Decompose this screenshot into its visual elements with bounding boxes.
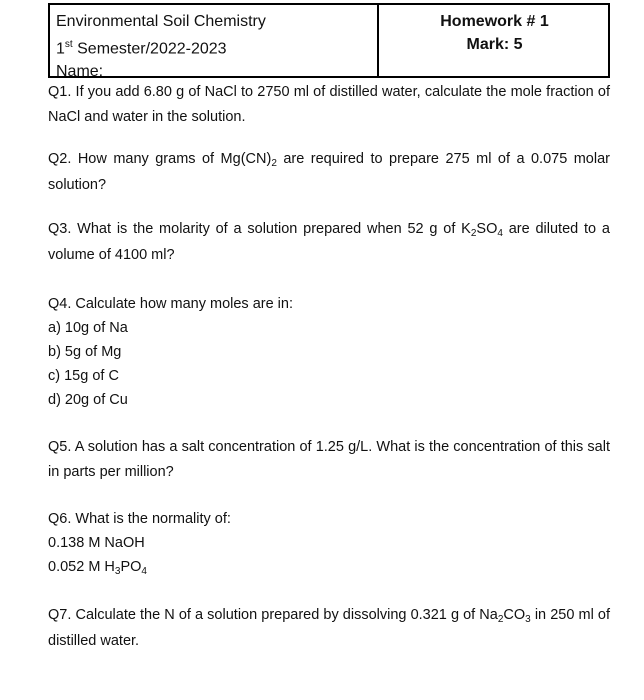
q2-text-a: Q2. How many grams of Mg(CN) [48, 151, 272, 167]
q7-text-c: in 250 ml of distilled water. [48, 607, 610, 649]
q6-item-2-b: PO [120, 559, 142, 575]
q6-subscript-2: 4 [141, 566, 147, 577]
header-left [56, 10, 266, 83]
name-label: Name: [56, 63, 104, 81]
q4-item-c: c) 15g of C [48, 368, 119, 384]
q6-item-1: 0.138 M NaOH [48, 535, 145, 551]
semester-number: 1 [56, 40, 65, 58]
q7-text-a: Q7. Calculate the N of a solution prepared by dissolving 0.321 g of Na [48, 607, 498, 623]
question-4 [48, 292, 610, 412]
q7-subscript-1: 2 [497, 614, 504, 625]
q4-text: Q4. Calculate how many moles are in: [48, 296, 293, 312]
q3-subscript-2: 4 [497, 228, 503, 239]
homework-title: Homework # 1 [440, 13, 549, 30]
semester-text: Semester/2022-2023 [72, 40, 227, 58]
q3-text-c: are diluted to a volume of 4100 ml? [48, 221, 610, 263]
course-title: Environmental Soil Chemistry [56, 13, 266, 30]
q3-subscript-1: 2 [470, 228, 477, 239]
q6-text: Q6. What is the normality of: [48, 511, 231, 527]
q2-text-b: are required to prepare 275 ml of a 0.075 molar solution? [48, 151, 610, 193]
q2-subscript: 2 [271, 158, 277, 169]
q7-text-b: CO [503, 607, 526, 623]
question-5: Q5. A solution has a salt concentration of 1.25 g/L. What is the concentration of this salt in parts per million? [48, 439, 610, 480]
mark-label: Mark: 5 [466, 36, 523, 53]
q6-subscript-1: 3 [114, 566, 121, 577]
q6-item-2-a: 0.052 M H [48, 559, 115, 575]
header-box [48, 3, 610, 81]
semester [56, 33, 266, 60]
question-7 [48, 603, 610, 654]
q4-item-a: a) 10g of Na [48, 320, 128, 336]
q3-text-b: SO [476, 221, 498, 237]
header-right [379, 10, 610, 56]
questions [48, 80, 610, 654]
question-2 [48, 147, 610, 198]
q3-text-a: Q3. What is the molarity of a solution prepared when 52 g of K [48, 221, 471, 237]
semester-ordinal: st [64, 39, 73, 50]
question-1: Q1. If you add 6.80 g of NaCl to 2750 ml of distilled water, calculate the mole fraction of NaCl and water in the solution. [48, 84, 610, 125]
q6-item-2 [48, 555, 610, 581]
question-6 [48, 507, 610, 581]
q4-item-d: d) 20g of Cu [48, 392, 128, 408]
question-3 [48, 217, 610, 268]
q7-subscript-2: 3 [525, 614, 531, 625]
q4-item-b: b) 5g of Mg [48, 344, 122, 360]
